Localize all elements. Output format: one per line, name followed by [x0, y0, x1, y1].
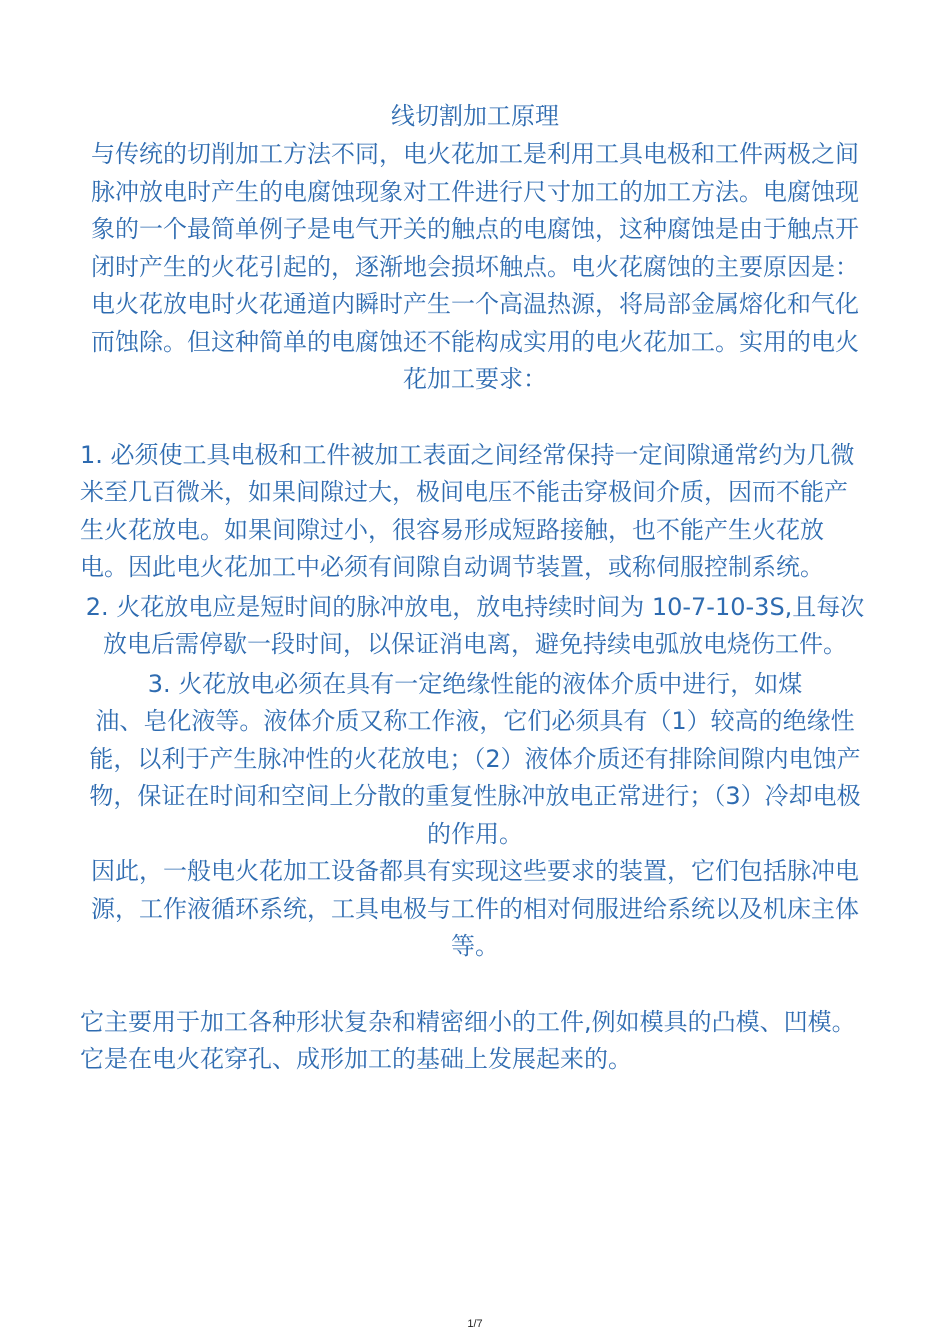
requirement-item-1: 1. 必须使工具电极和工件被加工表面之间经常保持一定间隙通常约为几微米至几百微米，如果间隙过大，极间电压不能击穿极间介质，因而不能产生火花放电。如果间隙过小，很容易形成短路接触，也不能产生火花放电。因此电火花加工中必须有间隙自动调节装置，或称伺服控制系统。: [80, 440, 855, 581]
intro-paragraph: 与传统的切削加工方法不同，电火花加工是利用工具电极和工件两极之间脉冲放电时产生的电腐蚀现象对工件进行尺寸加工的加工方法。电腐蚀现象的一个最简单例子是电气开关的触点的电腐蚀，这种腐蚀是由于触点开闭时产生的火花引起的，逐渐地会损坏触点。电火花腐蚀的主要原因是：电火花放电时火花通道内瞬时产生一个高温热源，将局部金属熔化和气化而蚀除。但这种简单的电腐蚀还不能构成实用的电火花加工。实用的电火花加工要求：: [91, 140, 859, 393]
requirement-item-3-heading: 3. 火花放电必须在具有一定绝缘性能的液体介质中进行，如煤: [147, 669, 803, 698]
requirement-item-2: 2. 火花放电应是短时间的脉冲放电，放电持续时间为 10-7-10-3S,且每次放电后需停歇一段时间，以保证消电离，避免持续电弧放电烧伤工件。: [85, 592, 865, 658]
spacer: [80, 966, 870, 1004]
usage-paragraph: 它主要用于加工各种形状复杂和精密细小的工件,例如模具的凸模、凹模。它是在电火花穿孔、成形加工的基础上发展起来的。: [80, 1007, 856, 1073]
conclusion-paragraph: 因此，一般电火花加工设备都具有实现这些要求的装置，它们包括脉冲电源，工作液循环系统，工具电极与工件的相对伺服进给系统以及机床主体等。: [91, 857, 859, 960]
page-title: 线切割加工原理: [391, 102, 559, 130]
spacer: [80, 399, 870, 437]
requirement-item-3-body: 油、皂化液等。液体介质又称工作液，它们必须具有（1）较高的绝缘性能，以利于产生脉冲性的火花放电；（2）液体介质还有排除间隙内电蚀产物，保证在时间和空间上分散的重复性脉冲放电正常进行；（3）冷却电极的作用。: [89, 707, 861, 848]
document-body: [80, 96, 870, 1079]
page-number: 1/7: [467, 1318, 483, 1330]
